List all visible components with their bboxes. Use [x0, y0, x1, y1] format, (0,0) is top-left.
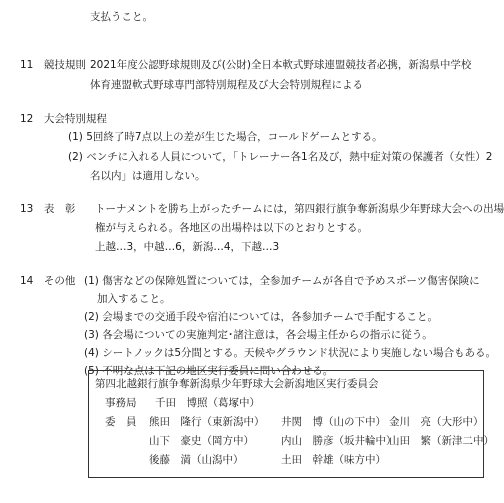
section-14-item-4: (4) シートノックは5分間とする。天候やグラウンド状況により実施しない場合もある。	[84, 347, 497, 359]
member-r2c3: 山田 繁（新津二中）	[389, 435, 494, 447]
member-r3c2: 土田 幹雄（味方中）	[281, 454, 386, 466]
section-12-item-2a: (2) ベンチに入れる人員について，「トレーナー各1名及び，熱中症対策の保護者（女性）2	[68, 151, 493, 163]
section-11-label: 11 競技規則	[20, 59, 86, 71]
member-r1c3: 金川 亮（大形中）	[389, 416, 484, 428]
section-12-item-2b: 名以内」は適用しない。	[90, 170, 206, 182]
committee-title: 第四北越銀行旗争奪新潟県少年野球大会新潟地区実行委員会	[95, 378, 379, 390]
section-13-label: 13 表 彰	[20, 203, 76, 215]
member-r1c2: 井関 博（山の下中）	[281, 416, 386, 428]
section-11-text-2: 体育連盟軟式野球専門部特別規程及び大会特別規程による	[90, 79, 363, 91]
section-14-item-5: (5) 不明な点は下記の地区実行委員に問い合わせる。	[84, 365, 334, 377]
section-14-label: 14 その他	[20, 275, 76, 287]
secretariat-name: 千田 博照（葛塚中）	[155, 397, 260, 409]
member-r1c1: 熊田 隆行（東新潟中）	[149, 416, 265, 428]
section-12-item-1: (1) 5回終了時7点以上の差が生じた場合，コールドゲームとする。	[68, 131, 383, 143]
section-13-text-1: トーナメントを勝ち上がったチームには，第四銀行旗争奪新潟県少年野球大会への出場	[95, 203, 504, 215]
section-12-label: 12 大会特別規程	[20, 113, 107, 125]
committee-box	[88, 370, 494, 478]
member-r2c2: 内山 勝彦（坂井輪中）	[281, 435, 397, 447]
secretariat-label: 事務局	[105, 397, 137, 409]
section-13-text-2: 権が与えられる。各地区の出場枠は以下のとおりとする。	[95, 222, 368, 234]
section-11-text-1: 2021年度公認野球規則及び(公財)全日本軟式野球連盟競技者必携，新潟県中学校	[90, 59, 472, 71]
section-13-text-3: 上越…3，中越…6，新潟…4，下越…3	[95, 241, 280, 253]
section-14-item-1b: 加入すること。	[97, 293, 171, 305]
section-14-item-1a: (1) 傷害などの保障処置については，全参加チームが各自で予めスポーツ傷害保険に	[84, 275, 480, 287]
member-label: 委 員	[105, 416, 137, 428]
section-14-item-2: (2) 会場までの交通手段や宿泊については，各参加チームで手配すること。	[84, 311, 438, 323]
pay-line: 支払うこと。	[90, 11, 153, 23]
member-r3c1: 後藤 満（山潟中）	[149, 454, 244, 466]
member-r2c1: 山下 豪史（岡方中）	[149, 435, 254, 447]
section-14-item-3: (3) 各会場についての実施判定･諸注意は，各会場主任からの指示に従う。	[84, 329, 433, 341]
